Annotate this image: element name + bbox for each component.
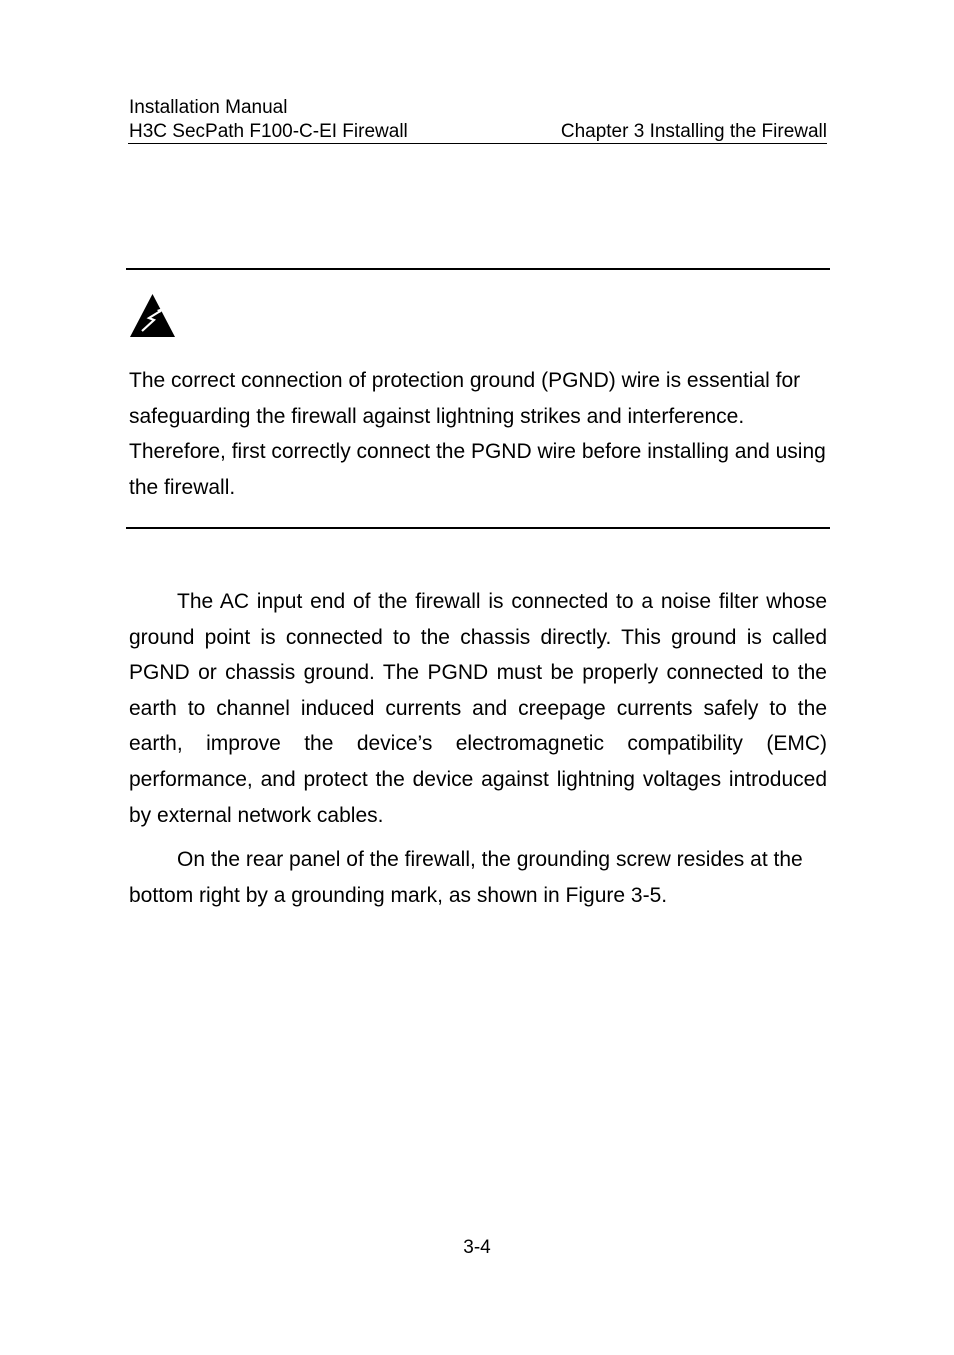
product-name: H3C SecPath F100-C-EI Firewall [129, 121, 408, 142]
chapter-title: Chapter 3 Installing the Firewall [560, 121, 827, 142]
header-row [128, 121, 827, 144]
caution-top-rule [126, 268, 830, 270]
body-paragraph: The AC input end of the firewall is connected to a noise filter whose ground point is connected to the chassis directly. This ground is called PGND or chassis ground. The PGND must be properly connected to the earth to channel induced currents and creepage currents safely to the earth, improve the device’s electromagnetic compatibility (EMC) performance, and protect the device against lightning voltages introduced by external network cables. [129, 590, 827, 827]
caution-bottom-rule [126, 527, 830, 529]
lightning-warning-icon [129, 293, 176, 338]
page-number: 3-4 [463, 1237, 491, 1258]
manual-title: Installation Manual [129, 97, 288, 118]
caution-text: The correct connection of protection ground (PGND) wire is essential for safeguarding the firewall against lightning strikes and interference. Therefore, first correctly connect the PGND wire before installing and using the firewall. [129, 369, 826, 500]
body-paragraph: On the rear panel of the firewall, the grounding screw resides at the bottom right by a grounding mark, as shown in Figure 3-5. [129, 848, 803, 907]
